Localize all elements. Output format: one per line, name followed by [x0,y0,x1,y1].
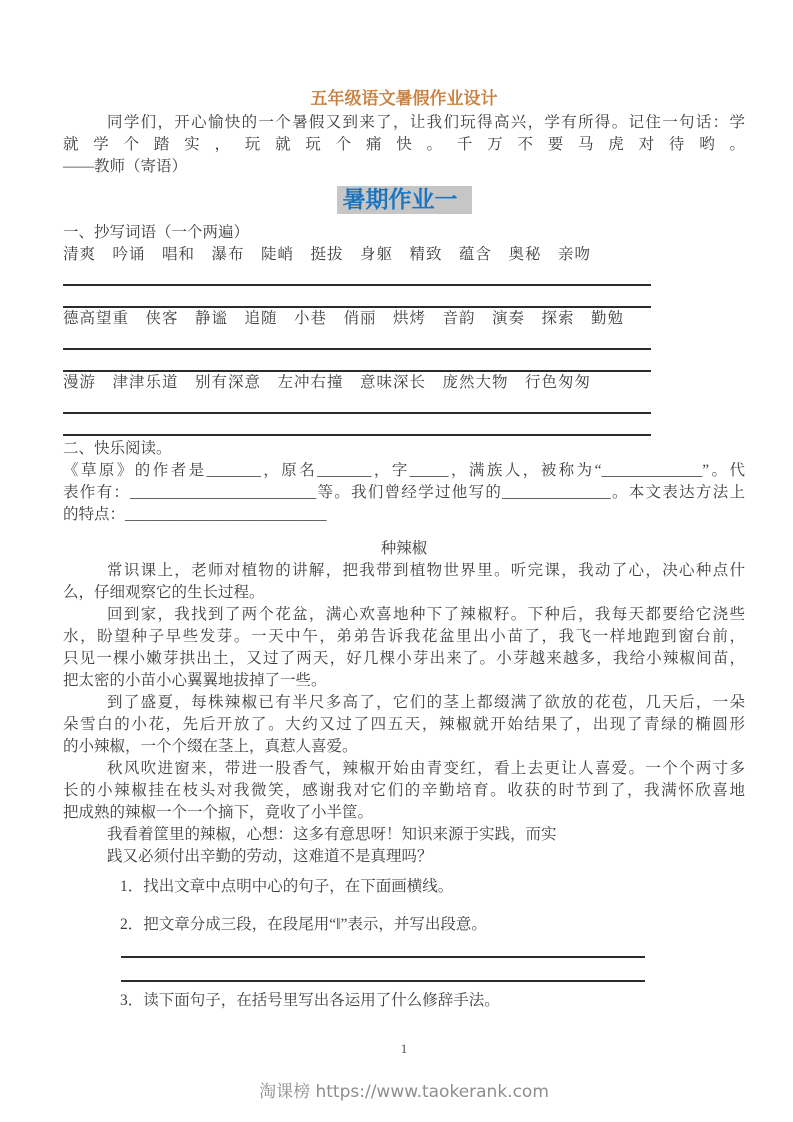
answer-line [121,936,645,958]
question-1: 1．找出文章中点明中心的句子，在下面画横线。 [120,878,454,895]
passage-line: 践又必须付出辛勤的劳动，这难道不是真理吗？ [107,848,433,865]
passage-body [63,560,745,868]
question-3: 3．读下面句子，在括号里写出各运用了什么修辞手法。 [120,992,500,1009]
intro-line-1: 同学们，开心愉快的一个暑假又到来了，让我们玩得高兴，学有所得。记住一句话：学 [107,114,745,131]
writing-line [63,330,651,350]
writing-line [63,416,651,436]
passage-line: 只见一棵小嫩芽拱出土，又过了两天，好几棵小芽出来了。小芽越来越多，我给小辣椒间苗， [63,650,745,667]
section1-heading: 一、抄写词语（一个两遍） [63,224,250,241]
passage-title: 种辣椒 [380,540,428,557]
passage-line: 的小辣椒，一个个缀在茎上，真惹人喜爱。 [63,738,358,755]
footer-credit: 淘课榜 https://www.taokerank.com [259,1082,549,1102]
passage-line: 么，仔细观察它的生长过程。 [63,584,265,601]
intro-line-3: ——教师（寄语） [63,158,188,175]
passage-line: 常识课上，老师对植物的讲解，把我带到植物世界里。听完课，我动了心，决心种点什 [107,562,745,579]
passage-line: 把成熟的辣椒一个一个摘下，竟收了小半筐。 [63,804,374,821]
passage-line: 朵雪白的小花，先后开放了。大约又过了四五天，辣椒就开始结果了，出现了青绿的椭圆形 [63,716,745,733]
assignment-banner-row [63,186,745,216]
writing-line [63,266,651,286]
writing-line [63,394,651,414]
passage-line: 到了盛夏，每株辣椒已有半尺多高了，它们的茎上都缀满了欲放的花苞，几天后，一朵 [107,694,745,711]
section2-heading: 二、快乐阅读。 [63,440,172,457]
page-number: 1 [400,1041,408,1056]
passage-line: 我看着筐里的辣椒，心想：这多有意思呀！知识来源于实践，而实 [107,826,557,843]
page-title: 五年级语文暑假作业设计 [310,89,498,108]
passage-line: 水，盼望种子早些发芽。一天中午，弟弟告诉我花盆里出小苗了，我飞一样地跑到窗台前， [63,628,745,645]
answer-line [121,960,645,982]
fill-blank-line-3: 的特点：__________________________ [63,506,327,523]
fill-blank-line-2: 表作有：________________________等。我们曾经学过他写的______________。本文表达方法上 [63,484,745,501]
word-row-1: 清爽 吟诵 唱和 瀑布 陡峭 挺拔 身躯 精致 蕴含 奥秘 亲吻 [63,246,592,263]
word-row-2: 德高望重 侠客 静谧 追随 小巷 俏丽 烘烤 音韵 演奏 探索 勤勉 [63,310,625,327]
passage-line: 把太密的小苗小心翼翼地拔掉了一些。 [63,672,327,689]
fill-blank-line-1: 《草原》的作者是_______，原名_______，字_____，满族人，被称为“_____________”。代 [63,462,745,479]
intro-line-2: 就学个踏实，玩就玩个痛快。千万不要马虎对待哟。 [63,136,745,153]
passage-line: 秋风吹进窗来，带进一股香气，辣椒开始由青变红，看上去更让人喜爱。一个个两寸多 [107,760,745,777]
writing-line [63,352,651,372]
passage-line: 长的小辣椒挂在枝头对我微笑，感谢我对它们的辛勤培育。收获的时节到了，我满怀欣喜地 [63,782,745,799]
intro-paragraph [63,112,745,178]
writing-line [63,288,651,308]
word-row-3: 漫游 津津乐道 别有深意 左冲右撞 意味深长 庞然大物 行色匆匆 [63,374,592,391]
passage-line: 回到家，我找到了两个花盆，满心欢喜地种下了辣椒籽。下种后，我每天都要给它浇些 [107,606,745,623]
assignment-banner: 暑期作业一 [337,186,472,214]
question-2: 2．把文章分成三段，在段尾用“‖”表示，并写出段意。 [120,916,487,933]
